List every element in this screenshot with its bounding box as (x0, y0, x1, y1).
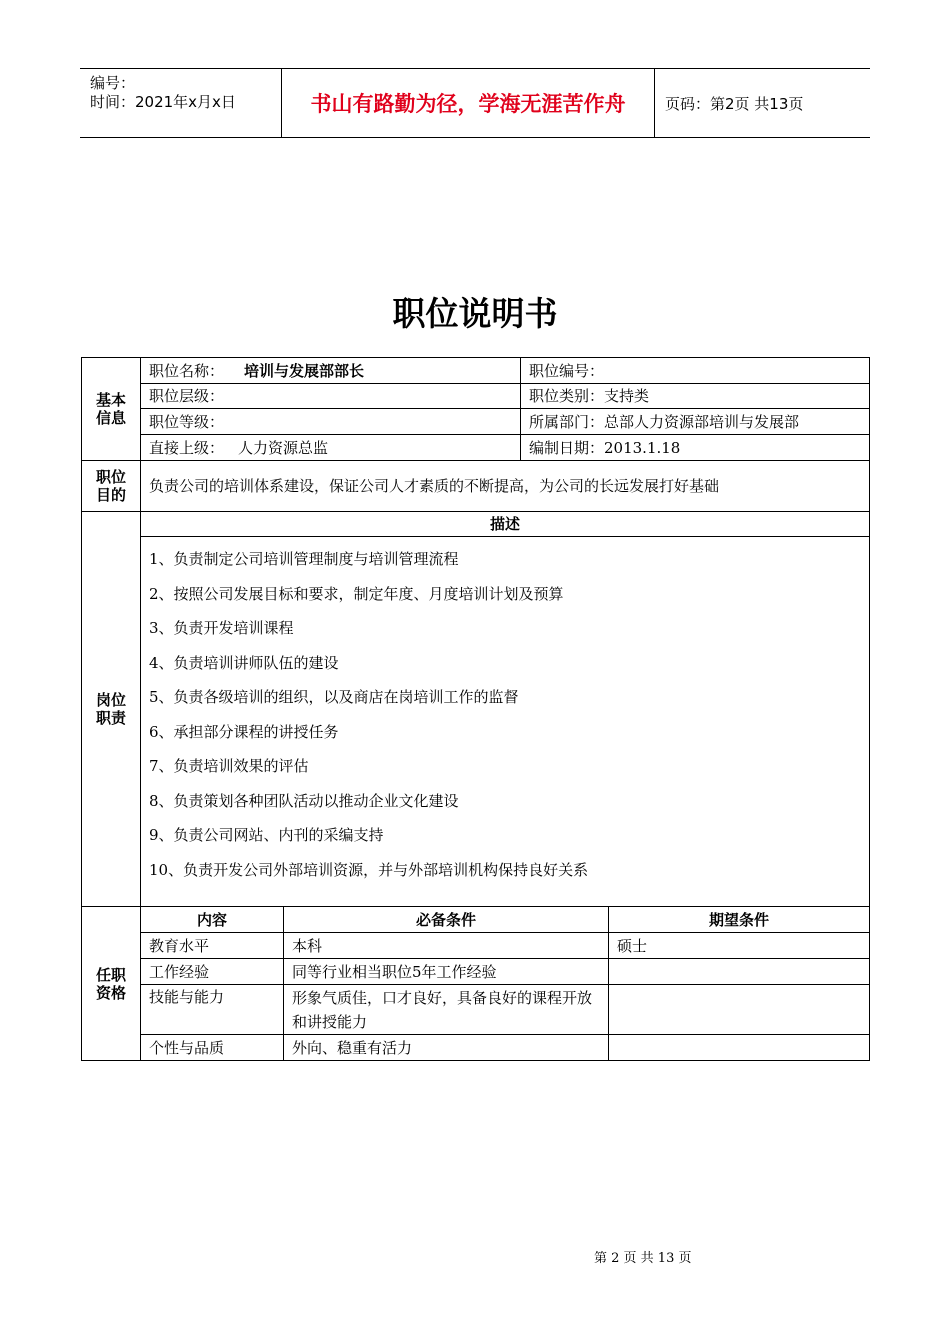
col-header-desired: 期望条件 (609, 907, 870, 933)
position-level-cell: 职位层级： (141, 384, 521, 409)
table-row (82, 959, 870, 985)
qual-item: 工作经验 (141, 959, 284, 985)
supervisor-label: 直接上级： (149, 438, 225, 457)
compile-date-cell: 编制日期：2013.1.18 (521, 435, 870, 461)
list-item: 9、负责公司网站、内刊的采编支持 (149, 826, 384, 844)
duties-list (141, 537, 870, 907)
purpose-text: 负责公司的培训体系建设，保证公司人才素质的不断提高，为公司的长远发展打好基础 (141, 461, 870, 512)
table-row (82, 537, 870, 907)
qual-item: 个性与品质 (141, 1035, 284, 1061)
qual-desired (609, 959, 870, 985)
qual-desired (609, 985, 870, 1035)
list-item: 8、负责策划各种团队活动以推动企业文化建设 (149, 791, 459, 810)
motto-text: 书山有路勤为径，学海无涯苦作舟 (310, 92, 626, 116)
list-item: 10、负责开发公司外部培训资源，并与外部培训机构保持良好关系 (149, 860, 589, 879)
qual-item: 教育水平 (141, 933, 284, 959)
col-header-required: 必备条件 (284, 907, 609, 933)
section-duties: 岗位职责 (82, 512, 141, 907)
qual-desired: 硕士 (609, 933, 870, 959)
table-row (82, 461, 870, 512)
page-header (80, 68, 870, 138)
table-row (82, 1035, 870, 1061)
list-item: 5、负责各级培训的组织，以及商店在岗培训工作的监督 (149, 688, 519, 706)
table-row (82, 384, 870, 409)
job-description-table (81, 357, 870, 1061)
header-meta (80, 69, 282, 137)
table-row (82, 358, 870, 384)
list-item: 7、负责培训效果的评估 (149, 757, 309, 775)
qual-required: 本科 (284, 933, 609, 959)
col-header-content: 内容 (141, 907, 284, 933)
section-qualifications: 任职资格 (82, 907, 141, 1061)
number-label: 编号： (90, 74, 136, 92)
qual-desired (609, 1035, 870, 1061)
position-name-cell (141, 358, 521, 384)
table-row (82, 512, 870, 537)
page-info: 页码：第2页 共13页 (665, 94, 804, 113)
list-item: 1、负责制定公司培训管理制度与培训管理流程 (149, 550, 459, 568)
header-motto-cell (282, 69, 655, 137)
qual-item: 技能与能力 (141, 985, 284, 1035)
position-grade-cell: 职位等级： (141, 409, 521, 435)
section-basic-info: 基本信息 (82, 358, 141, 461)
position-category-cell: 职位类别：支持类 (521, 384, 870, 409)
position-code-cell: 职位编号： (521, 358, 870, 384)
qual-required: 形象气质佳，口才良好，具备良好的课程开放和讲授能力 (284, 985, 609, 1035)
table-row (82, 933, 870, 959)
supervisor-value: 人力资源总监 (238, 438, 329, 457)
list-item: 6、承担部分课程的讲授任务 (149, 722, 339, 741)
supervisor-cell (141, 435, 521, 461)
duties-header: 描述 (141, 512, 870, 537)
table-row (82, 435, 870, 461)
table-row (82, 907, 870, 933)
list-item: 2、按照公司发展目标和要求，制定年度、月度培训计划及预算 (149, 584, 564, 603)
position-name-value: 培训与发展部部长 (244, 361, 365, 380)
table-row (82, 985, 870, 1035)
department-cell: 所属部门：总部人力资源部培训与发展部 (521, 409, 870, 435)
qual-required: 同等行业相当职位5年工作经验 (284, 959, 609, 985)
table-row (82, 409, 870, 435)
time-label: 时间：2021年x月x日 (90, 93, 236, 111)
list-item: 4、负责培训讲师队伍的建设 (149, 653, 339, 672)
list-item: 3、负责开发培训课程 (149, 619, 294, 637)
page-footer: 第 2 页 共 13 页 (594, 1251, 692, 1266)
position-name-label: 职位名称： (149, 361, 225, 380)
qual-required: 外向、稳重有活力 (284, 1035, 609, 1061)
document-title: 职位说明书 (392, 294, 558, 333)
section-purpose: 职位目的 (82, 461, 141, 512)
